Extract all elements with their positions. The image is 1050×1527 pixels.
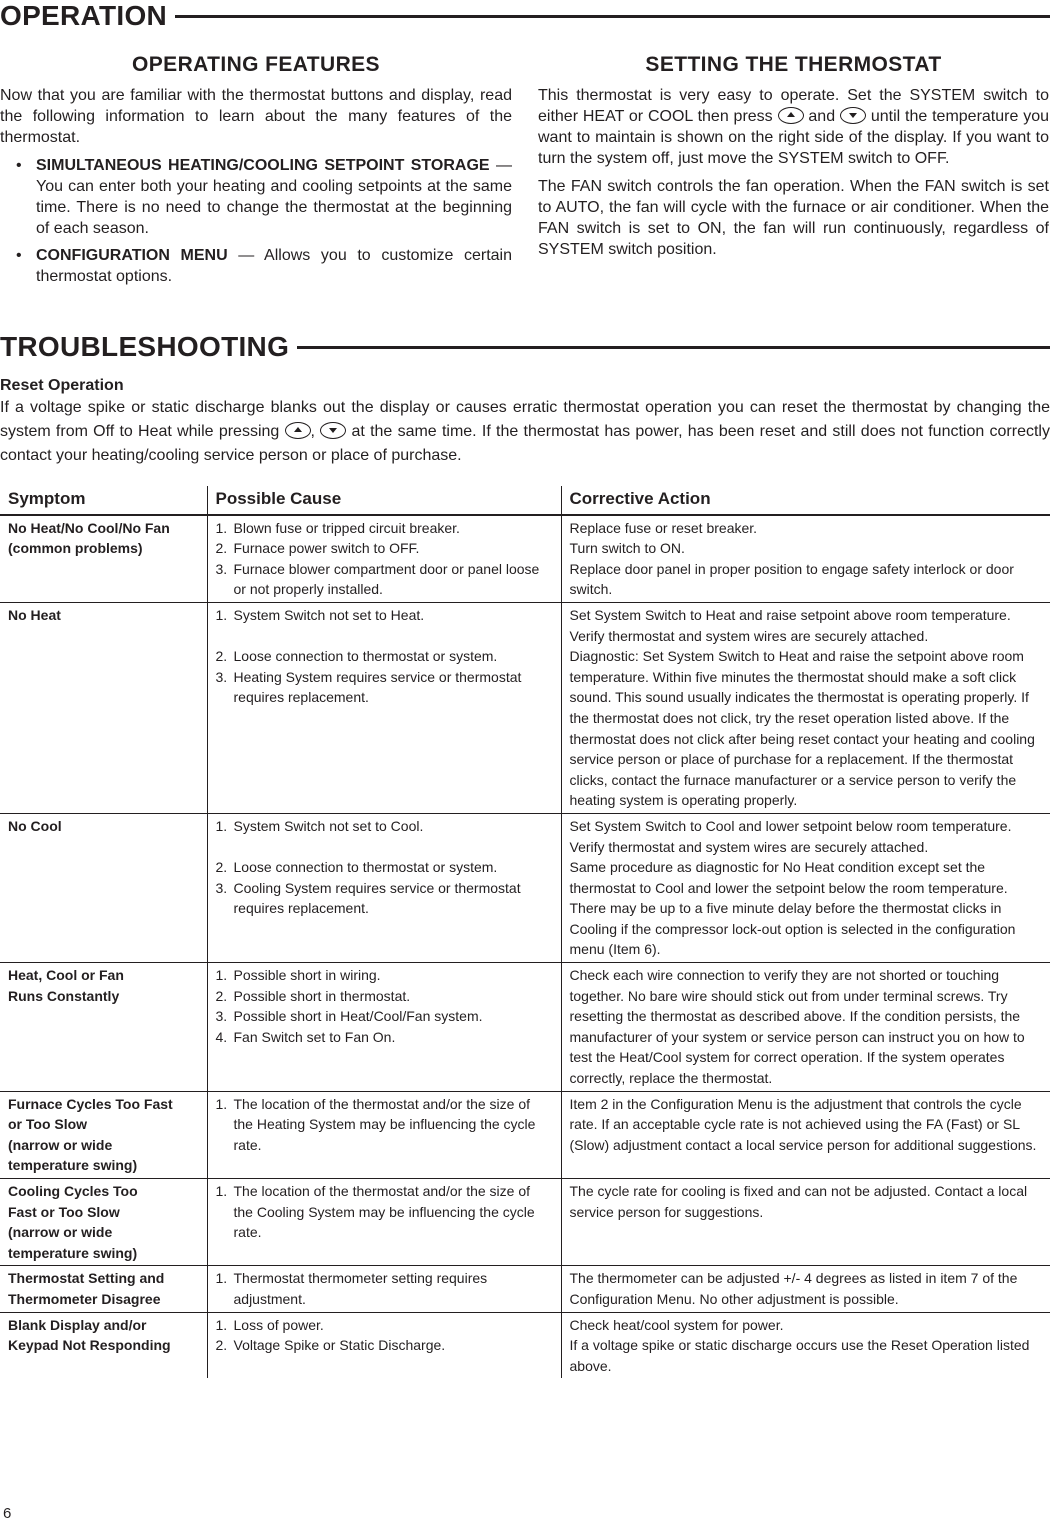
- symptom-cell: [0, 1091, 207, 1178]
- symptom-line: Heat, Cool or Fan: [8, 967, 124, 984]
- corrective-action-text: Check heat/cool system for power.: [569, 1316, 784, 1333]
- feature-label: SIMULTANEOUS HEATING/COOLING SETPOINT STORAGE: [36, 157, 490, 174]
- cause-item: [216, 1027, 553, 1048]
- up-arrow-button-icon: [778, 107, 804, 124]
- table-row: [0, 1312, 1050, 1378]
- page-number: 6: [3, 1505, 12, 1522]
- cause-number: 1.: [215, 1095, 228, 1112]
- table-header-row: [0, 486, 1050, 515]
- cause-text: The location of the thermostat and/or the size of the Cooling System may be influencing the cycle rate.: [233, 1183, 535, 1241]
- cause-number: 1.: [215, 967, 228, 984]
- symptom-cell: [0, 1266, 207, 1312]
- table-row: [0, 963, 1050, 1092]
- cause-item: [216, 538, 553, 559]
- reset-operation-title: Reset Operation: [0, 377, 124, 394]
- possible-cause-cell: [207, 1312, 561, 1378]
- cause-item: [216, 559, 553, 600]
- symptom-line: (narrow or wide: [8, 1136, 113, 1153]
- section-rule: [175, 15, 1050, 18]
- corrective-action-text: Turn switch to ON.: [569, 540, 685, 557]
- possible-cause-cell: [207, 1091, 561, 1178]
- corrective-action-cell: [561, 602, 1050, 813]
- table-row: [0, 1091, 1050, 1178]
- corrective-action-text: Same procedure as diagnostic for No Heat condition except set the thermostat to Cool and lower the setpoint below the room temperature. There may be up to a five minute delay before the thermostat clicks in Cooling if the compressor lock-out option is selected in the configuration menu (Item 6).: [569, 859, 1016, 958]
- cause-number: 3.: [215, 560, 228, 577]
- feature-item: • CONFIGURATION MENU — Allows you to customize certain thermostat options.: [16, 247, 512, 285]
- corrective-action-text: Replace door panel in proper position to engage safety interlock or door switch.: [569, 560, 1014, 598]
- corrective-action-cell: [561, 1091, 1050, 1178]
- cause-text: Blown fuse or tripped circuit breaker.: [233, 519, 460, 536]
- column-header-symptom: Symptom: [0, 486, 207, 515]
- cause-text: System Switch not set to Cool.: [233, 817, 424, 834]
- corrective-action-text: If a voltage spike or static discharge occurs use the Reset Operation listed above.: [569, 1337, 1030, 1374]
- symptom-line: (narrow or wide: [8, 1224, 113, 1241]
- corrective-action-text: Set System Switch to Cool and lower setpoint below room temperature.: [569, 817, 1012, 834]
- corrective-action-text: Item 2 in the Configuration Menu is the adjustment that controls the cycle rate. If an acceptable cycle rate is not achieved using the FA (Fast) or SL (Slow) adjustment contact a local service person for additional suggestions.: [569, 1095, 1037, 1153]
- corrective-action-text: The cycle rate for cooling is fixed and can not be adjusted. Contact a local service person for suggestions.: [569, 1183, 1028, 1220]
- table-row: [0, 515, 1050, 603]
- cause-number: 3.: [215, 1008, 228, 1025]
- symptom-line: No Heat/No Cool/No Fan: [8, 519, 170, 536]
- symptom-line: Runs Constantly: [8, 987, 120, 1004]
- cause-item: [216, 986, 553, 1007]
- symptom-line: (common problems): [8, 540, 143, 557]
- cause-text: Loose connection to thermostat or system.: [233, 648, 498, 665]
- symptom-line: Furnace Cycles Too Fast: [8, 1095, 173, 1112]
- table-row: [0, 1179, 1050, 1266]
- cause-item: [216, 816, 553, 837]
- troubleshooting-heading: TROUBLESHOOTING: [0, 331, 290, 362]
- cause-item: [216, 1094, 553, 1156]
- operating-features-intro: Now that you are familiar with the thermostat buttons and display, read the following information to learn about the many features of the thermostat.: [0, 87, 512, 146]
- cause-number: 4.: [215, 1028, 228, 1045]
- symptom-line: Thermometer Disagree: [8, 1290, 161, 1307]
- reset-text: ,: [310, 423, 315, 440]
- cause-number: 1.: [215, 606, 228, 623]
- cause-text: Possible short in wiring.: [233, 967, 381, 984]
- feature-text: — You can enter both your heating and cooling setpoints at the same time. There is no need to change the thermostat at the beginning of each season.: [36, 157, 512, 237]
- troubleshooting-table: [0, 486, 1050, 1378]
- reset-operation-text: [0, 396, 1050, 468]
- cause-text: Possible short in Heat/Cool/Fan system.: [233, 1008, 483, 1025]
- setting-paragraph-2: The FAN switch controls the fan operation. When the FAN switch is set to AUTO, the fan will cycle with the furnace or air conditioner. When the FAN switch is set to ON, the fan will run continuously, regardless of SYSTEM switch position.: [538, 178, 1049, 258]
- cause-number: 3.: [215, 879, 228, 896]
- cause-text: System Switch not set to Heat.: [233, 606, 425, 623]
- symptom-cell: [0, 963, 207, 1092]
- reset-operation: [0, 376, 1050, 468]
- corrective-action-cell: [561, 963, 1050, 1092]
- cause-text: Loss of power.: [233, 1316, 324, 1333]
- cause-number: 1.: [215, 1316, 228, 1333]
- operation-section-header: [0, 0, 1050, 32]
- feature-text: — Allows you to customize certain thermostat options.: [36, 247, 512, 285]
- column-header-possible-cause: Possible Cause: [207, 486, 561, 515]
- setting-thermostat-column: [538, 54, 1049, 267]
- setting-text: and: [808, 108, 836, 125]
- cause-number: 3.: [215, 668, 228, 685]
- cause-number: 1.: [215, 1183, 228, 1199]
- corrective-action-text: Set System Switch to Heat and raise setpoint above room temperature.: [569, 606, 1011, 623]
- symptom-line: temperature swing): [8, 1244, 138, 1261]
- symptom-line: No Heat: [8, 606, 61, 623]
- symptom-line: Cooling Cycles Too: [8, 1183, 138, 1199]
- cause-item: [216, 1268, 553, 1309]
- cause-number: 2.: [215, 648, 228, 665]
- symptom-cell: [0, 1179, 207, 1266]
- cause-text: Voltage Spike or Static Discharge.: [233, 1337, 446, 1354]
- cause-item: [216, 667, 553, 708]
- symptom-cell: [0, 813, 207, 962]
- possible-cause-cell: [207, 963, 561, 1092]
- operating-features-column: [0, 54, 512, 293]
- reset-text: If a voltage spike or static discharge blanks out the display or causes erratic thermostat operation you can reset the thermostat by changing the system from Off to Heat while pressing: [0, 399, 1050, 440]
- troubleshooting-section-header: [0, 331, 1050, 363]
- cause-number: 2.: [215, 987, 228, 1004]
- cause-item: [216, 605, 553, 626]
- table-row: [0, 813, 1050, 962]
- cause-number: 2.: [215, 540, 228, 557]
- corrective-action-cell: [561, 1266, 1050, 1312]
- operation-heading: OPERATION: [0, 0, 168, 31]
- symptom-cell: [0, 515, 207, 603]
- column-header-corrective-action: Corrective Action: [561, 486, 1050, 515]
- cause-item: [216, 1335, 553, 1356]
- cause-item: [216, 1315, 553, 1336]
- corrective-action-cell: [561, 1312, 1050, 1378]
- cause-item: [216, 1181, 553, 1243]
- cause-text: Heating System requires service or thermostat requires replacement.: [233, 668, 522, 706]
- feature-label: CONFIGURATION MENU: [36, 247, 228, 264]
- possible-cause-cell: [207, 1179, 561, 1266]
- cause-item: [216, 646, 553, 667]
- symptom-cell: [0, 1312, 207, 1378]
- cause-text: Fan Switch set to Fan On.: [233, 1028, 396, 1045]
- corrective-action-cell: [561, 515, 1050, 603]
- setting-thermostat-title: SETTING THE THERMOSTAT: [645, 53, 942, 76]
- cause-item: [216, 1006, 553, 1027]
- symptom-line: Fast or Too Slow: [8, 1203, 120, 1220]
- possible-cause-cell: [207, 1266, 561, 1312]
- features-list: [0, 155, 512, 287]
- corrective-action-text: Replace fuse or reset breaker.: [569, 519, 758, 536]
- corrective-action-cell: [561, 813, 1050, 962]
- cause-number: 1.: [215, 817, 228, 834]
- corrective-action-text: The thermometer can be adjusted +/- 4 degrees as listed in item 7 of the Configuration Menu. No other adjustment is possible.: [569, 1270, 1018, 1307]
- cause-item: [216, 857, 553, 878]
- symptom-line: No Cool: [8, 817, 62, 834]
- setting-text: until the temperature you want to maintain is shown on the right side of the display. If you want to turn the system off, just move the SYSTEM switch to OFF.: [538, 108, 1050, 167]
- cause-text: Possible short in thermostat.: [233, 987, 411, 1004]
- setting-text: This thermostat is very easy to operate. Set the SYSTEM switch to either HEAT or COOL then press: [538, 87, 1049, 125]
- possible-cause-cell: [207, 602, 561, 813]
- symptom-line: Blank Display and/or: [8, 1316, 147, 1333]
- cause-number: 2.: [215, 1337, 228, 1354]
- cause-text: Thermostat thermometer setting requires adjustment.: [233, 1270, 488, 1307]
- symptom-line: Thermostat Setting and: [8, 1270, 165, 1287]
- symptom-line: temperature swing): [8, 1157, 138, 1174]
- setting-paragraph-1: [538, 85, 1049, 169]
- cause-text: Furnace power switch to OFF.: [233, 540, 420, 557]
- cause-text: Furnace blower compartment door or panel loose or not properly installed.: [233, 560, 540, 598]
- corrective-action-text: Diagnostic: Set System Switch to Heat and raise the setpoint above room temperature. Within five minutes the thermostat should make a soft click sound. This sound usually indicates the thermostat is operating properly. If the thermostat does not click, try the reset operation listed above. If the thermostat does not click after being reset contact your heating and cooling service person or place of purchase for a replacement. If the thermostat clicks, contact the furnace manufacturer or a service person to verify the heating system is operating properly.: [569, 648, 1035, 809]
- cause-text: The location of the thermostat and/or the size of the Heating System may be influencing the cycle rate.: [233, 1095, 536, 1153]
- table-row: [0, 602, 1050, 813]
- cause-number: 1.: [215, 519, 228, 536]
- symptom-cell: [0, 602, 207, 813]
- symptom-line: or Too Slow: [8, 1116, 88, 1133]
- troubleshooting-table-body: [0, 515, 1050, 1379]
- cause-text: Cooling System requires service or thermostat requires replacement.: [233, 879, 521, 917]
- down-arrow-button-icon: [320, 422, 346, 439]
- cause-item: [216, 878, 553, 919]
- feature-item: • SIMULTANEOUS HEATING/COOLING SETPOINT STORAGE — You can enter both your heating and cooling setpoints at the same time. There is no need to change the thermostat at the beginning of each season.: [16, 157, 512, 237]
- corrective-action-text: Check each wire connection to verify they are not shorted or touching together. No bare wire should stick out from under terminal screws. Try resetting the thermostat as described above. If the condition persists, the manufacturer of your system or service person can instruct you on how to test the Heat/Cool system for correct operation. If the system operates correctly, replace the thermostat.: [569, 967, 1025, 1087]
- down-arrow-button-icon: [840, 107, 866, 124]
- operating-features-title: OPERATING FEATURES: [132, 53, 380, 76]
- table-row: [0, 1266, 1050, 1312]
- possible-cause-cell: [207, 813, 561, 962]
- possible-cause-cell: [207, 515, 561, 603]
- cause-item: [216, 965, 553, 986]
- corrective-action-cell: [561, 1179, 1050, 1266]
- corrective-action-text: Verify thermostat and system wires are securely attached.: [569, 838, 929, 855]
- cause-number: 1.: [215, 1270, 228, 1287]
- section-rule: [297, 346, 1050, 349]
- reset-text: at the same time. If the thermostat has power, has been reset and still does not function correctly contact your heating/cooling service person or place of purchase.: [0, 423, 1050, 464]
- symptom-line: Keypad Not Responding: [8, 1337, 171, 1354]
- cause-item: [216, 518, 553, 539]
- corrective-action-text: Verify thermostat and system wires are securely attached.: [569, 627, 929, 644]
- cause-text: Loose connection to thermostat or system.: [233, 859, 498, 876]
- cause-number: 2.: [215, 859, 228, 876]
- up-arrow-button-icon: [285, 422, 311, 439]
